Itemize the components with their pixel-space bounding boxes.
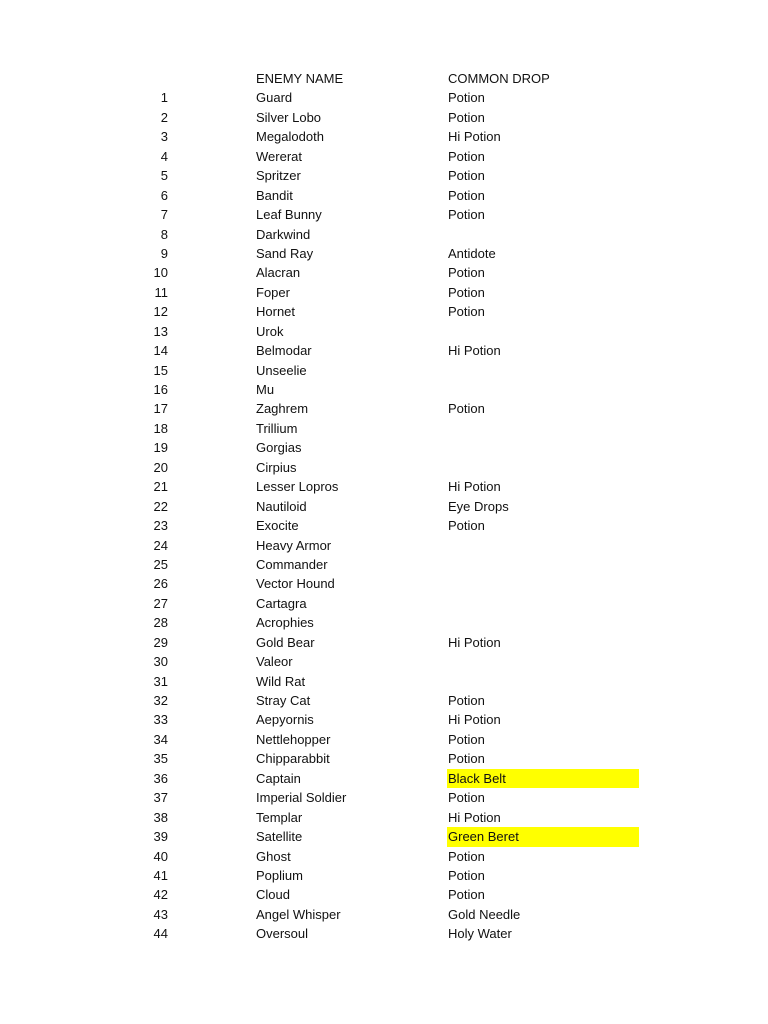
table-row <box>0 924 768 943</box>
row-number: 5 <box>160 168 168 184</box>
table-row <box>0 788 768 807</box>
row-number: 24 <box>153 537 168 553</box>
row-number: 10 <box>153 265 168 281</box>
row-number: 21 <box>153 479 168 495</box>
table-row <box>0 186 768 205</box>
enemy-name: Oversoul <box>256 926 309 942</box>
enemy-name: Aepyornis <box>256 712 314 728</box>
table-row <box>0 808 768 827</box>
row-number: 38 <box>153 809 168 825</box>
table-row <box>0 302 768 321</box>
enemy-name: Exocite <box>256 518 299 534</box>
common-drop: Potion <box>448 109 485 125</box>
row-number: 23 <box>153 518 168 534</box>
enemy-name: Silver Lobo <box>256 109 322 125</box>
row-number: 7 <box>160 207 168 223</box>
row-number: 44 <box>153 926 168 942</box>
row-number: 13 <box>153 323 168 339</box>
enemy-name: Stray Cat <box>256 693 311 708</box>
row-number: 22 <box>153 498 168 514</box>
table-row <box>0 555 768 574</box>
enemy-name: Bandit <box>256 187 293 203</box>
row-number: 4 <box>160 148 168 164</box>
common-drop: Hi Potion <box>448 634 501 650</box>
common-drop: Potion <box>448 731 485 747</box>
common-drop: Potion <box>448 90 485 106</box>
enemy-name: Nettlehopper <box>256 731 331 747</box>
table-row <box>0 827 768 846</box>
enemy-name: Poplium <box>256 867 303 883</box>
enemy-name: Hornet <box>256 304 296 320</box>
table-row <box>0 205 768 224</box>
row-number: 33 <box>153 712 168 728</box>
row-number: 14 <box>153 343 168 359</box>
common-drop: Gold Needle <box>448 906 521 922</box>
row-number: 34 <box>153 731 168 747</box>
enemy-name: Gold Bear <box>256 634 315 650</box>
row-number: 20 <box>153 459 168 475</box>
table-row <box>0 710 768 729</box>
table-row <box>0 730 768 749</box>
table-row <box>0 613 768 632</box>
table-row <box>0 885 768 904</box>
enemy-name: Trillium <box>256 420 298 436</box>
enemy-name: Chipparabbit <box>256 751 330 767</box>
table-row <box>0 866 768 885</box>
common-drop: Eye Drops <box>448 498 509 514</box>
common-drop: Potion <box>448 304 485 320</box>
table-row <box>0 147 768 166</box>
row-number: 36 <box>153 770 168 786</box>
enemy-drop-table <box>0 69 768 944</box>
table-row <box>0 341 768 360</box>
enemy-name: Alacran <box>256 265 301 281</box>
table-row <box>0 672 768 691</box>
table-row <box>0 322 768 341</box>
row-number: 26 <box>153 576 168 592</box>
row-number: 39 <box>153 829 168 845</box>
row-number: 1 <box>160 90 168 106</box>
enemy-name: Mu <box>256 382 275 397</box>
row-number: 27 <box>153 595 168 611</box>
common-drop: Potion <box>448 265 485 281</box>
table-row <box>0 516 768 535</box>
common-drop: Potion <box>448 693 485 708</box>
common-drop: Potion <box>448 284 485 300</box>
row-number: 31 <box>153 673 168 689</box>
common-drop: Potion <box>448 751 485 767</box>
row-number: 40 <box>153 848 168 864</box>
table-row <box>0 399 768 418</box>
enemy-name: Cirpius <box>256 459 297 475</box>
enemy-name: Cloud <box>256 887 290 903</box>
table-row <box>0 652 768 671</box>
row-number: 25 <box>153 556 168 572</box>
table-row <box>0 88 768 107</box>
enemy-name: Darkwind <box>256 226 311 242</box>
common-drop: Hi Potion <box>448 809 501 825</box>
table-row <box>0 749 768 768</box>
row-number: 16 <box>153 382 168 397</box>
row-number: 32 <box>153 693 168 708</box>
common-drop: Potion <box>448 207 485 223</box>
enemy-name: Belmodar <box>256 343 312 359</box>
row-number: 18 <box>153 420 168 436</box>
table-row <box>0 380 768 399</box>
table-row <box>0 127 768 146</box>
table-row <box>0 847 768 866</box>
common-drop: Holy Water <box>448 926 512 942</box>
table-row <box>0 166 768 185</box>
enemy-name: Guard <box>256 90 293 106</box>
common-drop-highlighted: Green Beret <box>447 827 639 846</box>
enemy-name: Megalodoth <box>256 129 324 145</box>
enemy-name: Lesser Lopros <box>256 479 339 495</box>
common-drop: Antidote <box>448 245 496 261</box>
common-drop: Potion <box>448 148 485 164</box>
common-drop: Hi Potion <box>448 129 501 145</box>
enemy-name: Leaf Bunny <box>256 207 322 223</box>
enemy-name: Wererat <box>256 148 302 164</box>
enemy-name: Satellite <box>256 829 303 845</box>
enemy-name: Unseelie <box>256 362 307 378</box>
enemy-name: Templar <box>256 809 303 825</box>
common-drop: Potion <box>448 168 485 184</box>
row-number: 29 <box>153 634 168 650</box>
common-drop: Potion <box>448 518 485 534</box>
row-number: 35 <box>153 751 168 767</box>
table-row <box>0 458 768 477</box>
row-number: 9 <box>160 245 168 261</box>
common-drop: Hi Potion <box>448 343 501 359</box>
enemy-name: Wild Rat <box>256 673 306 689</box>
common-drop-highlighted: Black Belt <box>447 769 639 788</box>
header-row <box>0 69 768 88</box>
table-row <box>0 691 768 710</box>
enemy-name: Sand Ray <box>256 245 314 261</box>
enemy-name: Spritzer <box>256 168 301 184</box>
table-body <box>0 88 768 943</box>
row-number: 42 <box>153 887 168 903</box>
row-number: 43 <box>153 906 168 922</box>
row-number: 6 <box>160 187 168 203</box>
table-row <box>0 536 768 555</box>
table-row <box>0 438 768 457</box>
enemy-name: Commander <box>256 556 328 572</box>
table-row <box>0 244 768 263</box>
row-number: 12 <box>153 304 168 320</box>
table-row <box>0 108 768 127</box>
enemy-name: Angel Whisper <box>256 906 341 922</box>
header-enemy-name: ENEMY NAME <box>256 71 344 86</box>
table-row <box>0 225 768 244</box>
common-drop: Potion <box>448 790 485 806</box>
common-drop: Hi Potion <box>448 712 501 728</box>
enemy-name: Urok <box>256 323 284 339</box>
row-number: 30 <box>153 654 168 670</box>
table-row <box>0 574 768 593</box>
table-row <box>0 263 768 282</box>
row-number: 37 <box>153 790 168 806</box>
enemy-name: Gorgias <box>256 440 302 456</box>
row-number: 17 <box>153 401 168 417</box>
table-row <box>0 905 768 924</box>
table-row <box>0 283 768 302</box>
table-row <box>0 769 768 788</box>
common-drop: Potion <box>448 187 485 203</box>
table-row <box>0 633 768 652</box>
table-row <box>0 419 768 438</box>
row-number: 28 <box>153 615 168 631</box>
enemy-name: Captain <box>256 770 301 786</box>
enemy-name: Cartagra <box>256 595 307 611</box>
enemy-name: Acrophies <box>256 615 314 631</box>
enemy-name: Ghost <box>256 848 291 864</box>
enemy-name: Valeor <box>256 654 293 670</box>
row-number: 3 <box>160 129 168 145</box>
enemy-name: Zaghrem <box>256 401 309 417</box>
enemy-name: Imperial Soldier <box>256 790 347 806</box>
row-number: 11 <box>154 284 168 300</box>
common-drop: Potion <box>448 401 485 417</box>
row-number: 2 <box>160 109 168 125</box>
common-drop: Potion <box>448 848 485 864</box>
enemy-name: Heavy Armor <box>256 537 332 553</box>
row-number: 19 <box>153 440 168 456</box>
enemy-name: Foper <box>256 284 290 300</box>
table-row <box>0 361 768 380</box>
row-number: 8 <box>160 226 168 242</box>
enemy-name: Vector Hound <box>256 576 335 592</box>
common-drop: Potion <box>448 887 485 903</box>
header-common-drop: COMMON DROP <box>448 71 550 86</box>
common-drop: Hi Potion <box>448 479 501 495</box>
table-row <box>0 477 768 496</box>
table-row <box>0 497 768 516</box>
enemy-name: Nautiloid <box>256 498 307 514</box>
table-row <box>0 594 768 613</box>
common-drop: Potion <box>448 867 485 883</box>
row-number: 15 <box>153 362 168 378</box>
row-number: 41 <box>153 867 168 883</box>
